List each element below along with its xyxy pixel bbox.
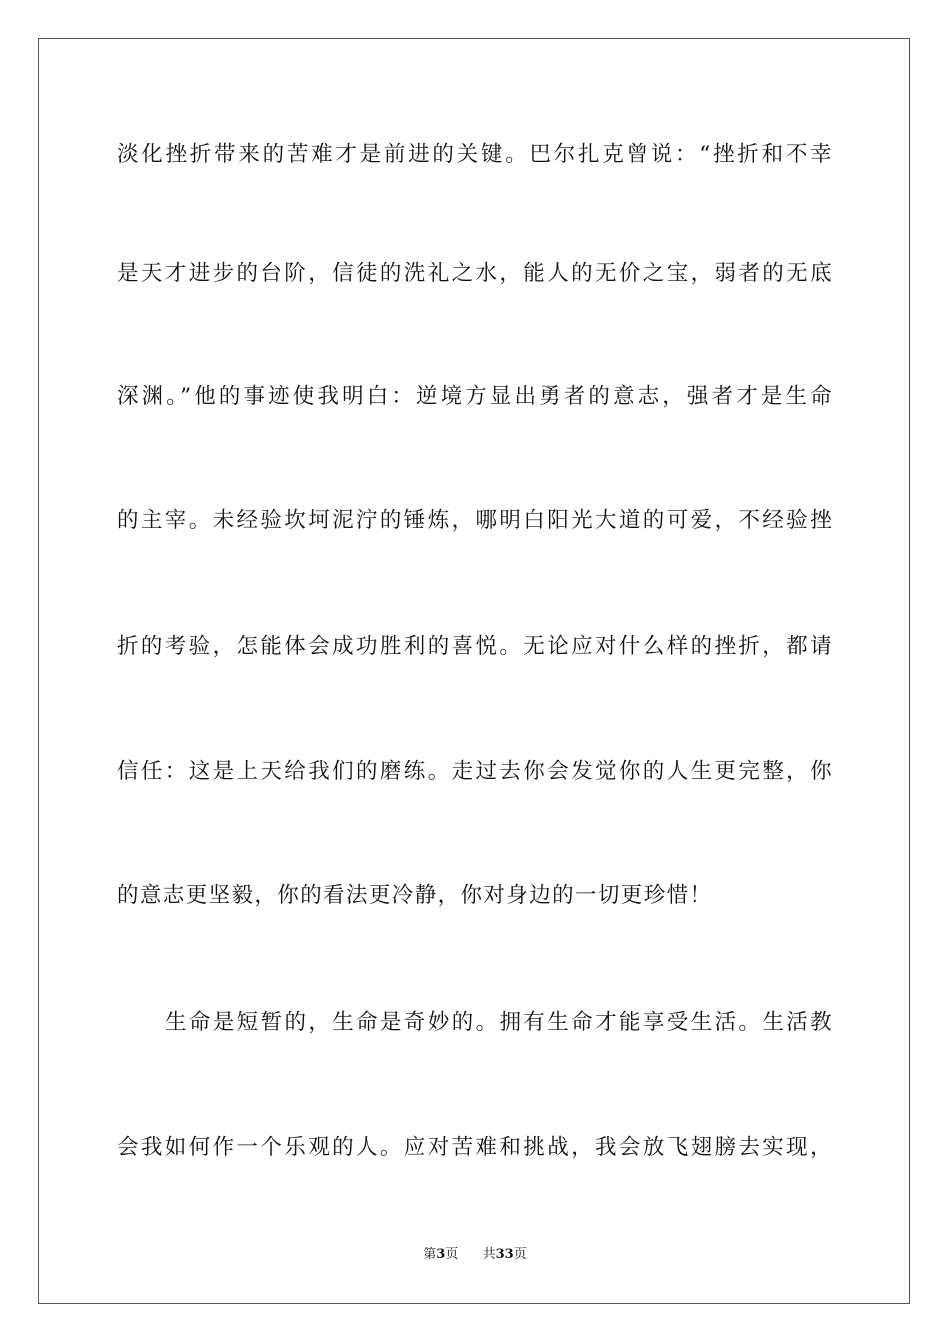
- footer-page-suffix: 页: [445, 1247, 459, 1262]
- body-text-line-5: 折的考验，怎能体会成功胜利的喜悦。无论应对什么样的挫折，都请: [117, 634, 833, 659]
- body-text-line-1: 淡化挫折带来的苦难才是前进的关键。巴尔扎克曾说：“挫折和不幸: [117, 142, 833, 167]
- body-text-line-7: 的意志更坚毅，你的看法更冷静，你对身边的一切更珍惜！: [117, 883, 713, 908]
- body-text-line-8: 生命是短暂的，生命是奇妙的。拥有生命才能享受生活。生活教: [165, 1010, 833, 1035]
- page-border: [38, 38, 910, 1304]
- footer-total-suffix: 页: [513, 1247, 527, 1262]
- page-footer: [0, 1246, 950, 1264]
- body-text-line-2: 是天才进步的台阶，信徒的洗礼之水，能人的无价之宝，弱者的无底: [117, 261, 833, 286]
- footer-page-number: 3: [436, 1247, 446, 1262]
- body-text-line-3: 深渊。”他的事迹使我明白：逆境方显出勇者的意志，强者才是生命: [117, 384, 833, 409]
- footer-page-prefix: 第: [423, 1247, 437, 1262]
- body-text-line-4: 的主宰。未经验坎坷泥泞的锤炼，哪明白阳光大道的可爱，不经验挫: [117, 508, 833, 533]
- body-text-line-9: 会我如何作一个乐观的人。应对苦难和挑战，我会放飞翅膀去实现，: [117, 1135, 833, 1160]
- body-text-line-6: 信任：这是上天给我们的磨练。走过去你会发觉你的人生更完整，你: [117, 759, 833, 784]
- footer-total-prefix: 共: [482, 1247, 496, 1262]
- footer-total-pages: 33: [495, 1247, 514, 1262]
